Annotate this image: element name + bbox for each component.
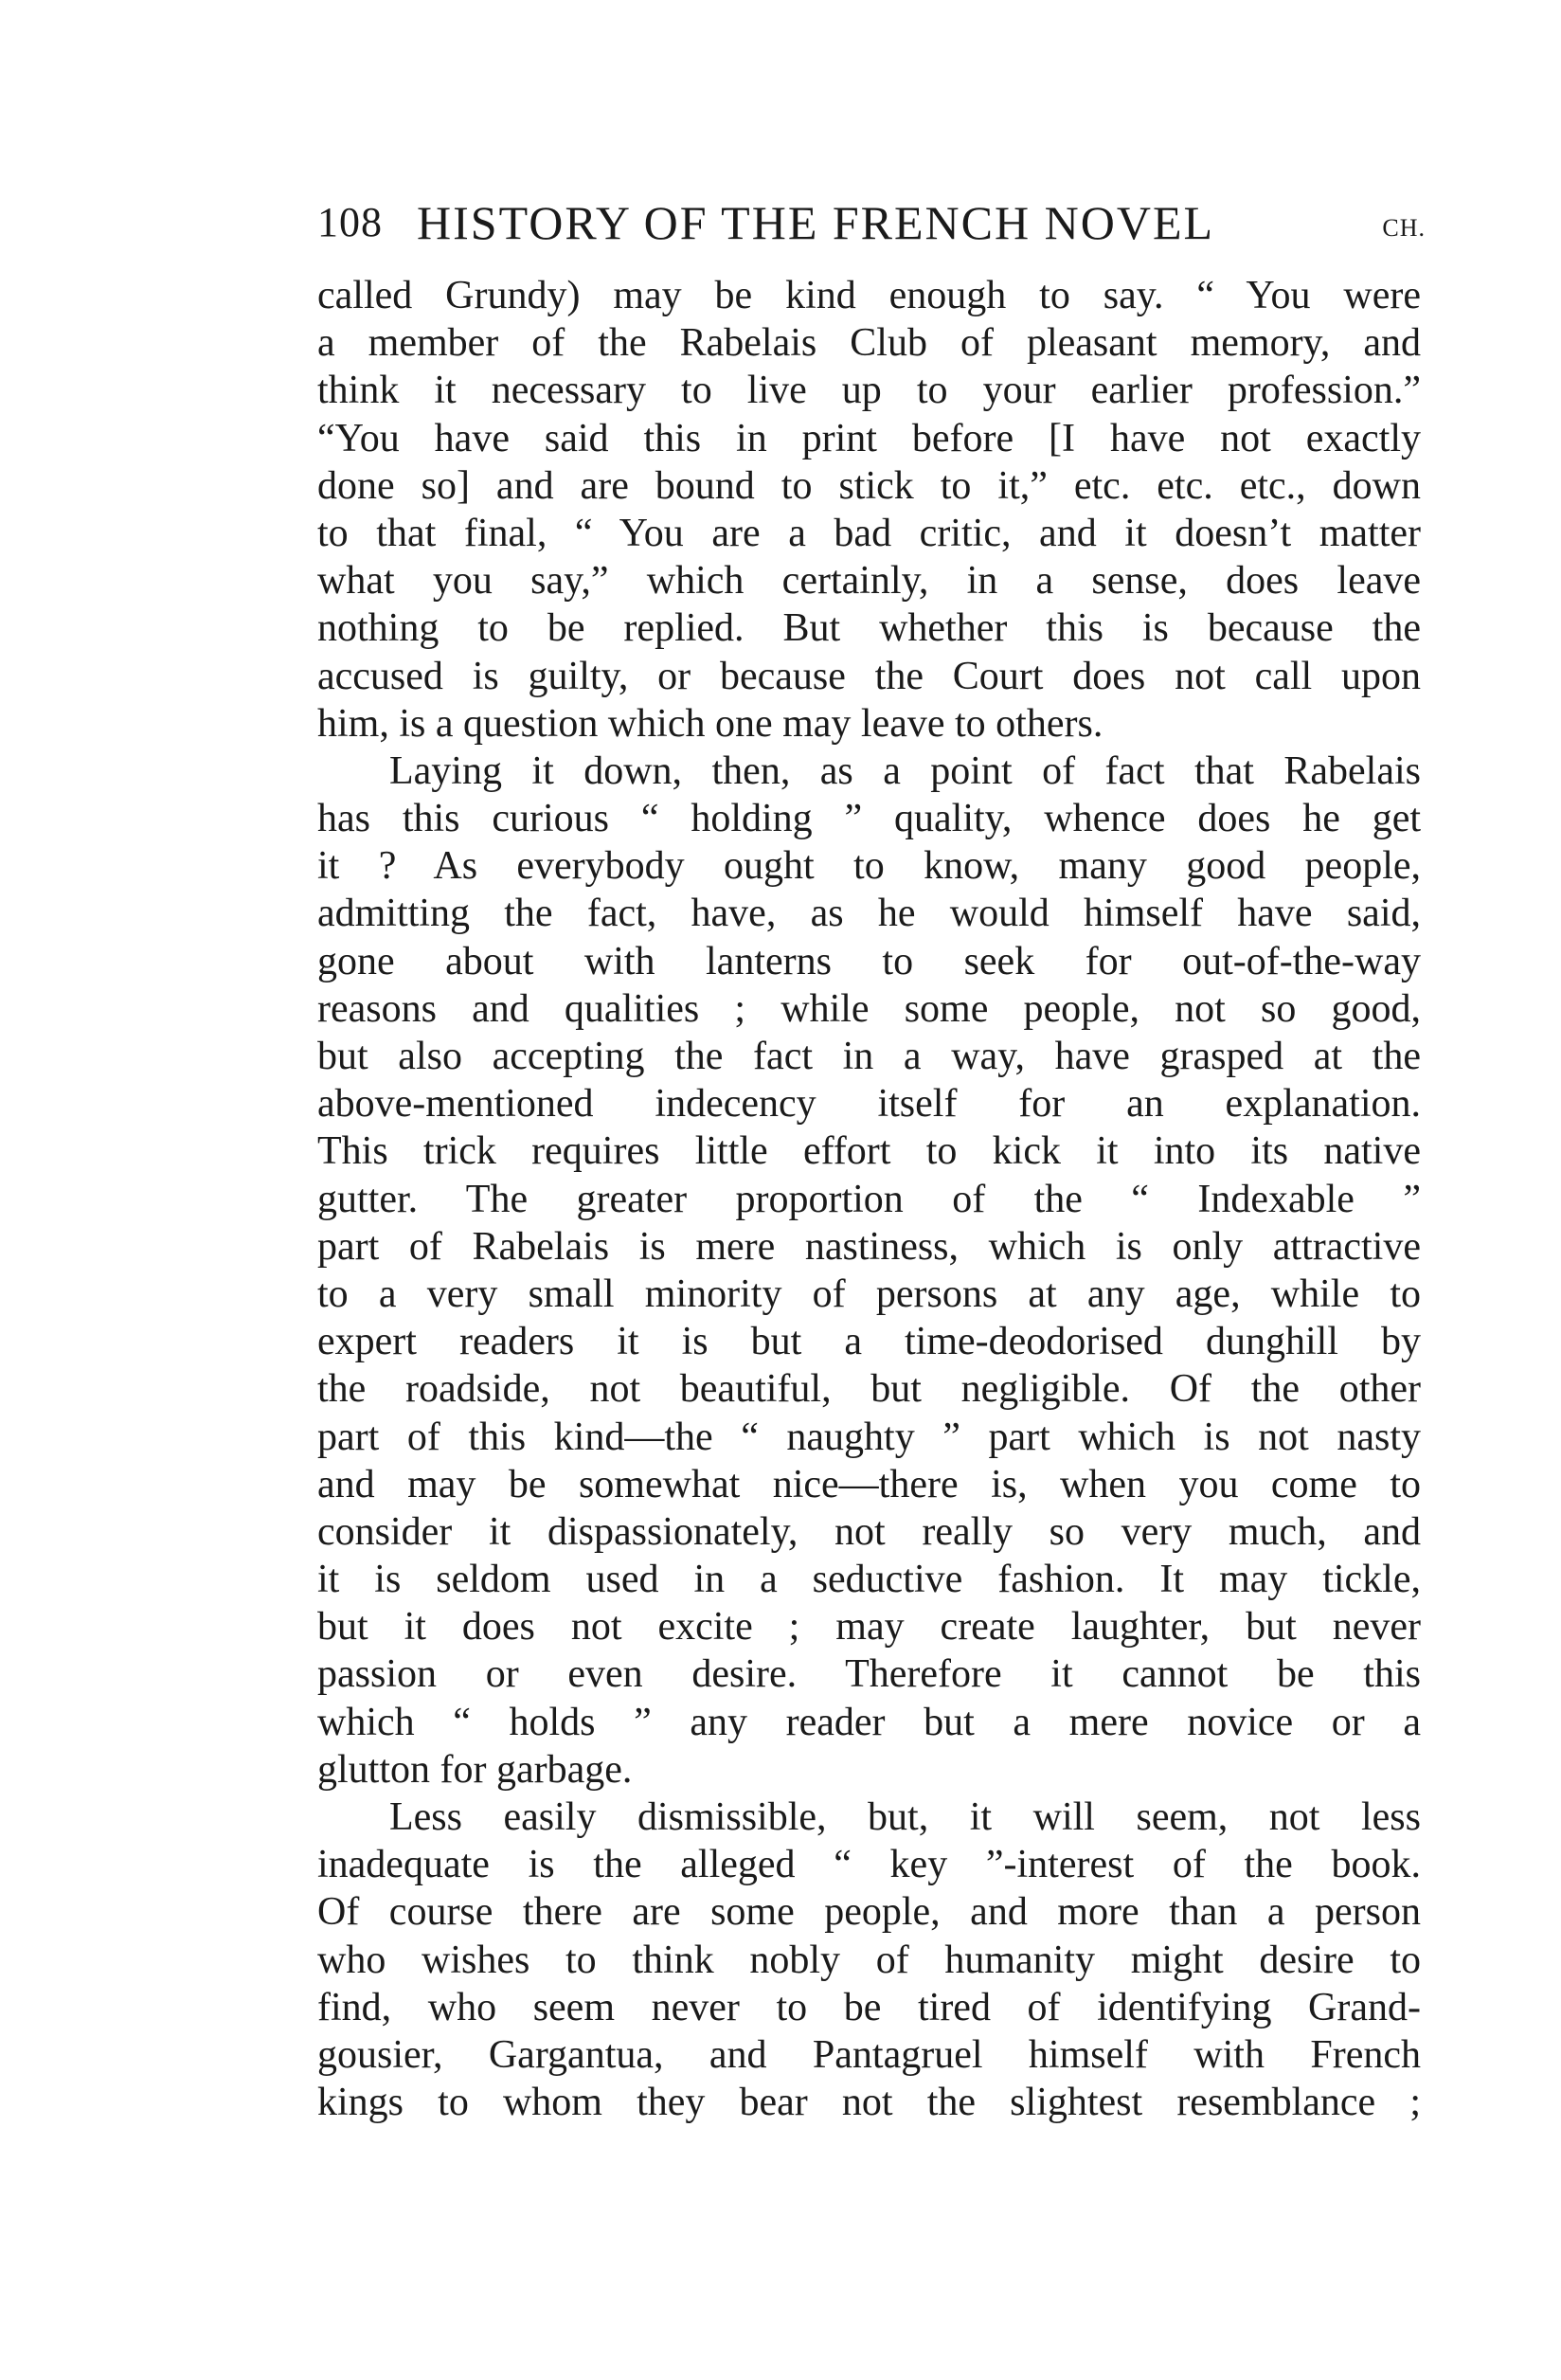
text-line: accused is guilty, or because the Court does not call upon	[317, 654, 1421, 698]
text-line: above-mentioned indecency itself for an explanation.	[317, 1082, 1421, 1127]
text-line: consider it dispassionately, not really so very much, and	[317, 1509, 1421, 1554]
paragraph-start: Less easily dismissible, but, it will seem, not less	[389, 1795, 1421, 1839]
text-line: inadequate is the alleged “ key ”-interest of the book.	[317, 1843, 1421, 1887]
text-line: has this curious “ holding ” quality, whence does he get	[317, 797, 1421, 841]
running-header	[317, 189, 1426, 256]
text-line: who wishes to think nobly of humanity might desire to	[317, 1938, 1421, 1982]
text-line: to a very small minority of persons at any age, while to	[317, 1271, 1421, 1316]
text-line: glutton for garbage.	[317, 1747, 633, 1792]
text-line: “You have said this in print before [I have not exactly	[317, 416, 1421, 460]
text-line: to that final, “ You are a bad critic, and it doesn’t matter	[317, 511, 1421, 555]
text-line: done so] and are bound to stick to it,” etc. etc. etc., down	[317, 463, 1421, 508]
text-line: called Grundy) may be kind enough to say. “ You were	[317, 274, 1421, 317]
text-line: find, who seem never to be tired of identifying Grand-	[317, 1985, 1421, 2029]
text-line: and may be somewhat nice—there is, when you come to	[317, 1462, 1421, 1506]
running-title: HISTORY OF THE FRENCH NOVEL	[417, 196, 1215, 249]
text-line: gone about with lanterns to seek for out-of-the-way	[317, 939, 1421, 983]
text-line: Of course there are some people, and more than a person	[317, 1890, 1421, 1935]
text-line: This trick requires little effort to kick it into its native	[317, 1129, 1421, 1174]
text-line: but also accepting the fact in a way, have grasped at the	[317, 1035, 1421, 1078]
text-line: a member of the Rabelais Club of pleasant memory, and	[317, 321, 1421, 366]
text-line: expert readers it is but a time-deodorised dunghill by	[317, 1320, 1421, 1364]
text-line: what you say,” which certainly, in a sense, does leave	[317, 559, 1421, 604]
text-line: part of Rabelais is mere nastiness, which is only attractive	[317, 1224, 1421, 1269]
text-line: gutter. The greater proportion of the “ Indexable ”	[317, 1177, 1421, 1221]
text-line: nothing to be replied. But whether this is because the	[317, 606, 1421, 651]
text-line: gousier, Gargantua, and Pantagruel himself with French	[317, 2032, 1421, 2077]
paragraph-start: Laying it down, then, as a point of fact that Rabelais	[389, 748, 1421, 793]
text-line: him, is a question which one may leave to others.	[317, 701, 1103, 746]
text-line: it ? As everybody ought to know, many good people,	[317, 844, 1421, 889]
text-line: part of this kind—the “ naughty ” part which is not nasty	[317, 1415, 1421, 1459]
text-line: which “ holds ” any reader but a mere novice or a	[317, 1700, 1421, 1744]
text-line: but it does not excite ; may create laughter, but never	[317, 1605, 1421, 1650]
chapter-abbreviation: CH.	[1382, 214, 1426, 242]
text-line: passion or even desire. Therefore it cannot be this	[317, 1652, 1421, 1697]
text-line: admitting the fact, have, as he would himself have said,	[317, 892, 1421, 936]
text-line: kings to whom they bear not the slightest resemblance ;	[317, 2081, 1421, 2125]
page-number: 108	[317, 199, 383, 245]
text-line: reasons and qualities ; while some people, not so good,	[317, 986, 1421, 1031]
body-text	[317, 272, 1421, 2126]
text-line: it is seldom used in a seductive fashion. It may tickle,	[317, 1558, 1421, 1602]
text-line: the roadside, not beautiful, but negligible. Of the other	[317, 1367, 1421, 1412]
text-line: think it necessary to live up to your earlier profession.”	[317, 369, 1421, 413]
